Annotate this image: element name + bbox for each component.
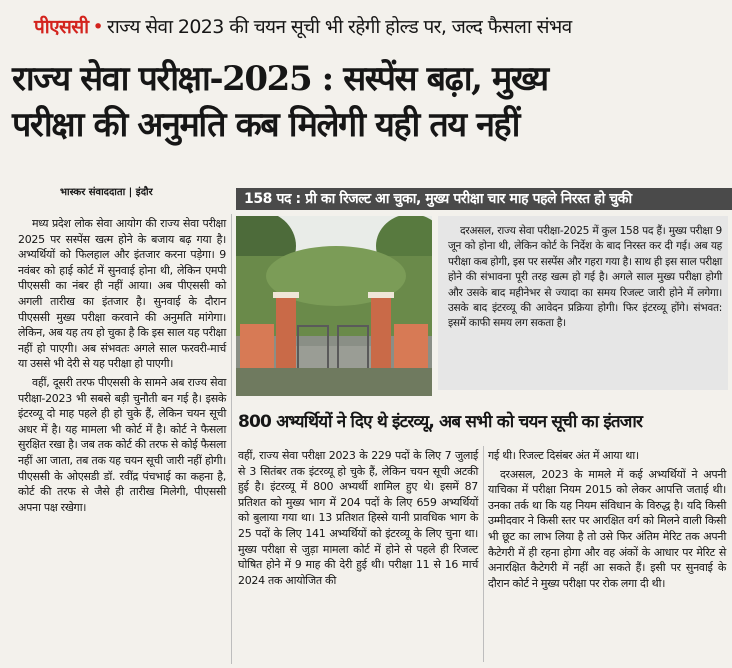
kicker-text: राज्य सेवा 2023 की चयन सूची भी रहेगी होल्ड पर, जल्द फैसला संभव	[107, 16, 572, 38]
right-paragraph-2: दरअसल, 2023 के मामले में कई अभ्यर्थियों ने अपनी याचिका में परीक्षा नियम 2015 को लेकर आपत्ति जताई थी। उनका तर्क था कि यह नियम संविधान के विरुद्ध है। यदि किसी उम्मीदवार ने किसी स्तर पर आरक्षित वर्ग को मिलने वाली किसी भी छूट का लाभ लिया है तो उसे फिर अंतिम मेरिट तक अपनी कैटेगरी में ही रहना होगा और वह अंकों के आधार पर मेरिट से अनारक्षित कैटेगरी में नहीं आ सकते हैं। इसी पर सुनवाई के दौरान कोर्ट ने मुख्य परीक्षा पर रोक लगा दी थी।	[488, 467, 726, 590]
left-column	[18, 216, 226, 518]
info-box	[438, 216, 728, 390]
left-paragraph-1: मध्य प्रदेश लोक सेवा आयोग की राज्य सेवा परीक्षा 2025 पर सस्पेंस खत्म होने के बजाय बढ़ गया है। अभ्यर्थियों को फिलहाल और इंतजार करना पड़ेगा। 9 नवंबर को हाई कोर्ट में सुनवाई होना थी, लेकिन एमपी पीएससी का नंबर ही नहीं आया। अब पीएससी को अगली तारीख का इंतजार है। सुनवाई के दौरान पीएससी मुख्य परीक्षा करवाने की अनुमति मांगेगा। लेकिन, अब यह तय हो चुका है कि इस साल यह परीक्षा नहीं हो पाएगी। अब संभवतः अगले साल फरवरी-मार्च या उससे भी देरी से यह परीक्षा हो पाएगी।	[18, 217, 226, 371]
byline: भास्कर संवाददाता | इंदौर	[60, 187, 153, 198]
middle-column	[238, 448, 478, 588]
column-divider-left	[231, 214, 232, 664]
headline-line-1: राज्य सेवा परीक्षा-2025 : सस्पेंस बढ़ा, मुख्य	[12, 59, 548, 99]
column-divider-right	[483, 446, 484, 662]
subhead-158-posts: 158 पद : प्री का रिजल्ट आ चुका, मुख्य परीक्षा चार माह पहले निरस्त हो चुकी	[236, 188, 732, 210]
right-column	[488, 448, 726, 594]
headline-line-2: परीक्षा की अनुमति कब मिलेगी यही तय नहीं	[12, 105, 520, 145]
kicker-line	[34, 10, 724, 44]
middle-paragraph: वहीं, राज्य सेवा परीक्षा 2023 के 229 पदों के लिए 7 जुलाई से 3 सितंबर तक इंटरव्यू हो चुके हैं, लेकिन चयन सूची अटकी हुई है। इंटरव्यू में 800 अभ्यर्थी शामिल हुए थे। इसमें 87 प्रतिशत को मुख्य भाग में 204 पदों के लिए 659 अभ्यर्थियों को बुलाया गया था। 13 प्रतिशत हिस्से यानी प्रावधिक भाग के 25 पदों के लिए 141 अभ्यर्थियों को इंटरव्यू के लिए चुना था। मुख्य परीक्षा से जुड़ा मामला कोर्ट में होने से पहले ही रिजल्ट घोषित होने में 9 माह की देरी हुई थी। परीक्षा 11 से 16 मार्च 2024 तक आयोजित की	[238, 449, 478, 587]
kicker-bullet: •	[92, 16, 104, 38]
left-paragraph-2: वहीं, दूसरी तरफ पीएससी के सामने अब राज्य सेवा परीक्षा-2023 भी सबसे बड़ी चुनौती बन गई है। इसके इंटरव्यू दो माह पहले ही हो चुके हैं, लेकिन चयन सूची अधर में है। यह मामला भी कोर्ट में है। कोर्ट ने फैसला सुरक्षित रखा है। जब तक कोर्ट की तरफ से कोई फैसला नहीं आ जाता, तब तक यह चयन सूची जारी नहीं होगी। पीएससी के ओएसडी डॉ. रवींद्र पंचभाई का कहना है, कोर्ट की तरफ से जैसे ही तारीख मिलेगी, पीएससी अपना पक्ष रखेगा।	[18, 375, 226, 514]
office-gate-photo	[236, 216, 432, 396]
info-box-text: दरअसल, राज्य सेवा परीक्षा-2025 में कुल 158 पद हैं। मुख्य परीक्षा 9 जून को होना थी, लेकिन कोर्ट के निर्देश के बाद निरस्त कर दी गई। अब यह परीक्षा कब होगी, इस पर सस्पेंस और गहरा गया है। साथ ही इस साल परीक्षा होने की संभावना पूरी तरह खत्म हो गई है। अगले साल मुख्य परीक्षा होगी और उसके बाद महीनेभर से ज्यादा का समय रिजल्ट जारी होने में लगेगा। उसके बाद इंटरव्यू की आवेदन प्रक्रिया होगी। फिर इंटरव्यू होंगे। संभवत: इसमें काफी समय लग सकता है।	[448, 225, 722, 330]
kicker-tag: पीएससी	[34, 16, 89, 38]
right-paragraph-1: गई थी। रिजल्ट दिसंबर अंत में आया था।	[488, 449, 639, 462]
headline	[12, 56, 724, 148]
subhead-800-candidates: 800 अभ्यर्थियों ने दिए थे इंटरव्यू, अब सभी को चयन सूची का इंतजार	[238, 412, 643, 432]
